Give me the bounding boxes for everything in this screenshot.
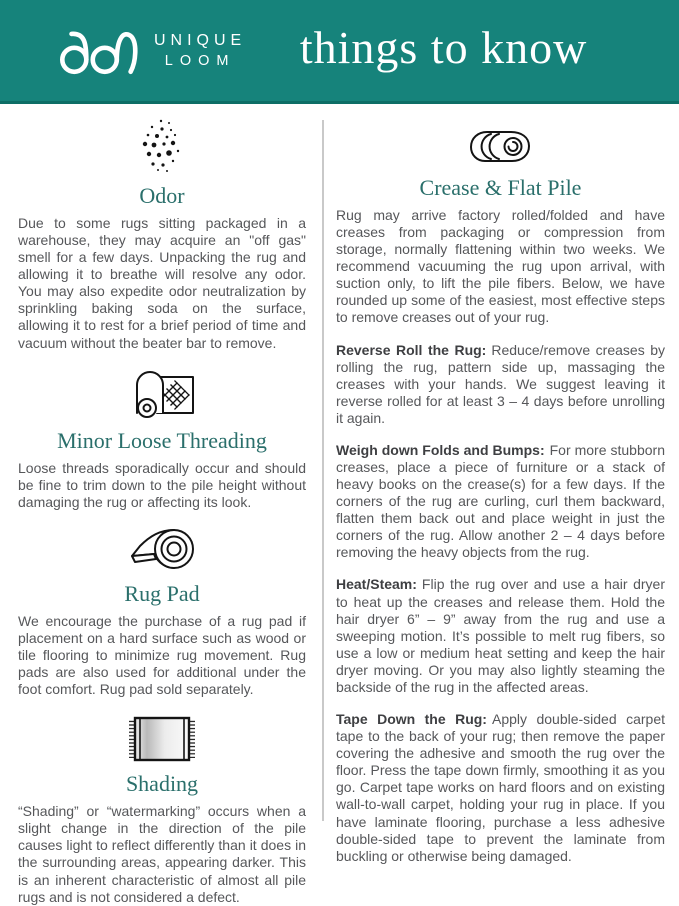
- rug-pad-roll-icon: [127, 526, 197, 572]
- crease-body: Rug may arrive factory rolled/folded and have creases from packaging or compression from storage, normally flattening within two weeks. We recommend vacuuming the rug upon arrival, with suction only, to lift the pile fibers. Below, we have rounded up some of the easiest, most effective steps to remove creases out of your rug.: [336, 207, 665, 326]
- shading-body: “Shading” or “watermarking” occurs when a slight change in the direction of the pile causes light to reflect differently than it does in the surrounding areas, appearing darker. This is an inherent characteristic of almost all pile rugs and is not considered a defect.: [18, 803, 306, 905]
- tip-reverse-roll-label: Reverse Roll the Rug:: [336, 341, 487, 358]
- tip-reverse-roll: [336, 342, 665, 427]
- section-crease-flat-pile: [336, 128, 665, 327]
- threading-body: Loose threads sporadically occur and should be fine to trim down to the pile height without damaging the rug or affecting its look.: [18, 459, 306, 510]
- tip-tape-down-label: Tape Down the Rug:: [336, 711, 487, 728]
- tip-weigh-down: [336, 442, 665, 562]
- tip-weigh-down-body: For more stubborn creases, place a piece of furniture or a stack of heavy books on the crease(s) for a few days. If the corners of the rug are curling, curl them backward, flatten them back out and place weight in just the corners of the rug. Allow another 2 – 4 days before removing the heavy objects from the rug.: [336, 441, 665, 561]
- crease-icon-wrap: [336, 128, 665, 166]
- unique-loom-logo: [52, 21, 246, 81]
- odor-heading: Odor: [139, 183, 185, 208]
- rug-pad-body: We encourage the purchase of a rug pad if placement on a hard surface such as wood or tile flooring to minimize rug movement. Rug pads are also used for additional under the foot comfort. Rug pad sold separately.: [18, 612, 306, 698]
- tip-heat-steam-label: Heat/Steam:: [336, 576, 417, 593]
- crease-heading: Crease & Flat Pile: [419, 175, 582, 200]
- tip-tape-down: [336, 711, 665, 865]
- tip-reverse-roll-body: Reduce/remove creases by rolling the rug, pattern side up, massaging the creases with your hands. We suggest leaving it reverse rolled for at least 3 – 4 days before unrolling it again.: [336, 341, 665, 426]
- section-rug-pad: [18, 526, 306, 698]
- fringed-rug-icon: [127, 716, 197, 762]
- left-column: [0, 112, 322, 905]
- shading-icon-wrap: [18, 716, 306, 762]
- section-odor: [18, 118, 306, 352]
- odor-icon-wrap: [18, 118, 306, 174]
- section-shading: [18, 716, 306, 905]
- brand-name: [154, 30, 246, 71]
- brand-line2: LOOM: [164, 52, 236, 69]
- rolled-rug-side-icon: [468, 128, 534, 166]
- rug-pad-icon-wrap: [18, 526, 306, 572]
- content-area: [0, 104, 679, 905]
- section-minor-loose-threading: [18, 367, 306, 511]
- threading-icon-wrap: [18, 367, 306, 419]
- header-banner: [0, 0, 679, 104]
- tip-tape-down-body: Apply double-sided carpet tape to the back of your rug; then remove the paper covering the adhesive and smooth the rug over the floor. Press the tape down firmly, smoothing it as you go. Carpet tape works on hard floors and on existing wall-to-wall carpet, holding your rug in place. If you have laminate flooring, purchase a less adhesive double-sided tape to prevent the laminate from buckling or otherwise being damaged.: [336, 711, 665, 864]
- threading-heading: Minor Loose Threading: [57, 427, 267, 453]
- tip-heat-steam-body: Flip the rug over and use a hair dryer to heat up the creases and release them. Hold the hair dryer 6” – 9” away from the rug and use a sweeping motion. It’s possible to melt rug fibers, so use a low or medium heat setting and keep the hair dryer moving. Or you may also lightly steaming the backside of the rug in the affected areas.: [336, 576, 665, 695]
- shading-heading: Shading: [125, 771, 199, 797]
- rolled-rug-crosshatch-icon: [129, 367, 195, 419]
- tip-heat-steam: [336, 576, 665, 696]
- odor-body: Due to some rugs sitting packaged in a warehouse, they may acquire an "off gas" smell for a few days. Unpacking the rug and allowing it to breathe will resolve any odor. You may also expedite odor neutralization by sprinkling baking soda on the surface, allowing it to rest for a brief period of time and vacuum without the beater bar to remove.: [18, 215, 306, 351]
- odor-dots-icon: [140, 118, 184, 174]
- page-title: things to know: [299, 22, 588, 73]
- rug-pad-heading: Rug Pad: [124, 580, 200, 606]
- unique-loom-logo-icon: [52, 21, 140, 81]
- tip-weigh-down-label: Weigh down Folds and Bumps:: [336, 441, 545, 458]
- brand-line1: UNIQUE: [154, 31, 247, 49]
- right-column: [324, 112, 679, 864]
